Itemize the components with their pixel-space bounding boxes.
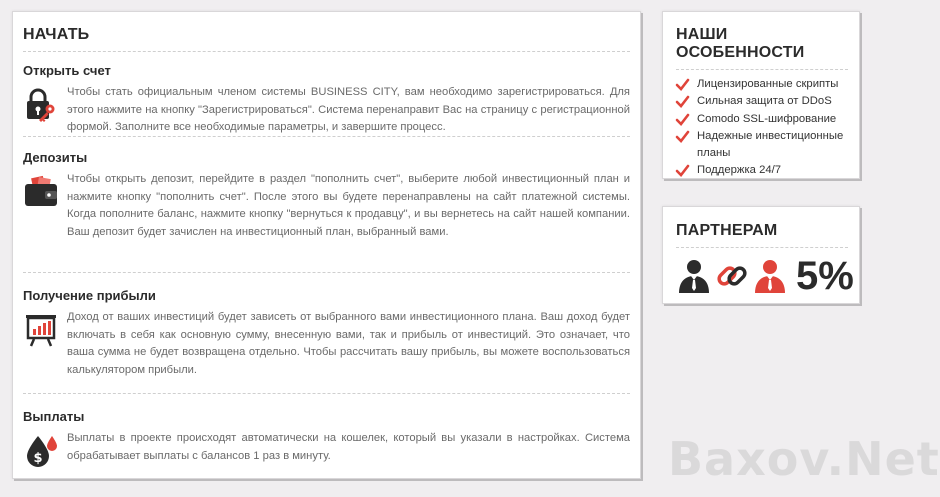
wallet-icon (23, 174, 59, 210)
section-text: Выплаты в проекте происходят автоматически на кошелек, который вы указали в настройках. Система обрабатывает выплаты с балансов 1 раз в минуту. (67, 432, 630, 462)
section-deposits (23, 137, 630, 273)
section-title: Выплаты (23, 409, 85, 424)
section-text: Чтобы стать официальным членом системы BUSINESS CITY, вам необходимо зарегистрироваться. Для этого нажмите на кнопку "Зарегистрироваться". Система перенаправит Вас на страницу с регистрационной формой. Заполните все необходимые параметры, и завершите процесс. (67, 86, 630, 134)
check-icon (676, 130, 689, 143)
businessman-icon (676, 258, 712, 294)
feature-item (676, 128, 848, 163)
section-open-account (23, 52, 630, 137)
check-icon (676, 78, 689, 91)
section-profit (23, 273, 630, 394)
check-icon (676, 95, 689, 108)
feature-label: Лицензированные скрипты (697, 78, 839, 90)
feature-label: Сильная защита от DDoS (697, 95, 832, 108)
features-panel (662, 11, 860, 179)
feature-label: Поддержка 24/7 (697, 164, 782, 177)
money-drop-icon (23, 433, 59, 469)
feature-item (676, 162, 848, 179)
start-panel (12, 11, 641, 479)
section-payouts (23, 394, 630, 469)
check-icon (676, 113, 689, 126)
section-text: Доход от ваших инвестиций будет зависеть от выбранного вами инвестиционного плана. Ваш доход будет включать в себя как основную сумму, внесенную вами, так и прибыль от инвестиций. Это означает, что ваша сумма не будет возвращена отдельно. Чтобы рассчитать вашу прибыль, вы можете воспользоваться калькулятором прибыли. (67, 311, 630, 376)
feature-item (676, 93, 848, 110)
feature-label: Надежные инвестиционные планы (697, 129, 844, 160)
link-chain-icon (714, 258, 750, 294)
partners-panel (662, 206, 860, 304)
businessman-red-icon (752, 258, 788, 294)
features-panel-title: НАШИ ОСОБЕННОСТИ (676, 26, 848, 70)
feature-list (676, 70, 848, 180)
section-title: Депозиты (23, 150, 88, 165)
partner-percent: 5% (796, 254, 854, 298)
partners-row (676, 248, 854, 298)
partners-panel-title: ПАРТНЕРАМ (676, 222, 848, 248)
start-panel-title: НАЧАТЬ (23, 26, 630, 52)
svg-text:$: $ (33, 451, 43, 466)
feature-label: Comodo SSL-шифрование (697, 112, 837, 125)
watermark: Baxov.Net (668, 432, 940, 486)
feature-item (676, 111, 848, 128)
chart-board-icon (23, 312, 59, 348)
lock-key-icon (23, 87, 59, 123)
feature-item (676, 76, 848, 93)
section-title: Получение прибыли (23, 288, 156, 303)
section-text: Чтобы открыть депозит, перейдите в раздел "пополнить счет", выберите любой инвестиционный план и нажмите кнопку "пополнить счет". После этого вы будете перенаправлены на сайт платежной системы. Когда пополните баланс, нажмите кнопку "вернуться к продавцу", и вы вернетесь на сайт нашей компании. Ваш депозит будет зачислен на инвестиционный план, выбранный вами. (67, 173, 630, 238)
check-icon (676, 164, 689, 177)
section-title: Открыть счет (23, 63, 111, 78)
